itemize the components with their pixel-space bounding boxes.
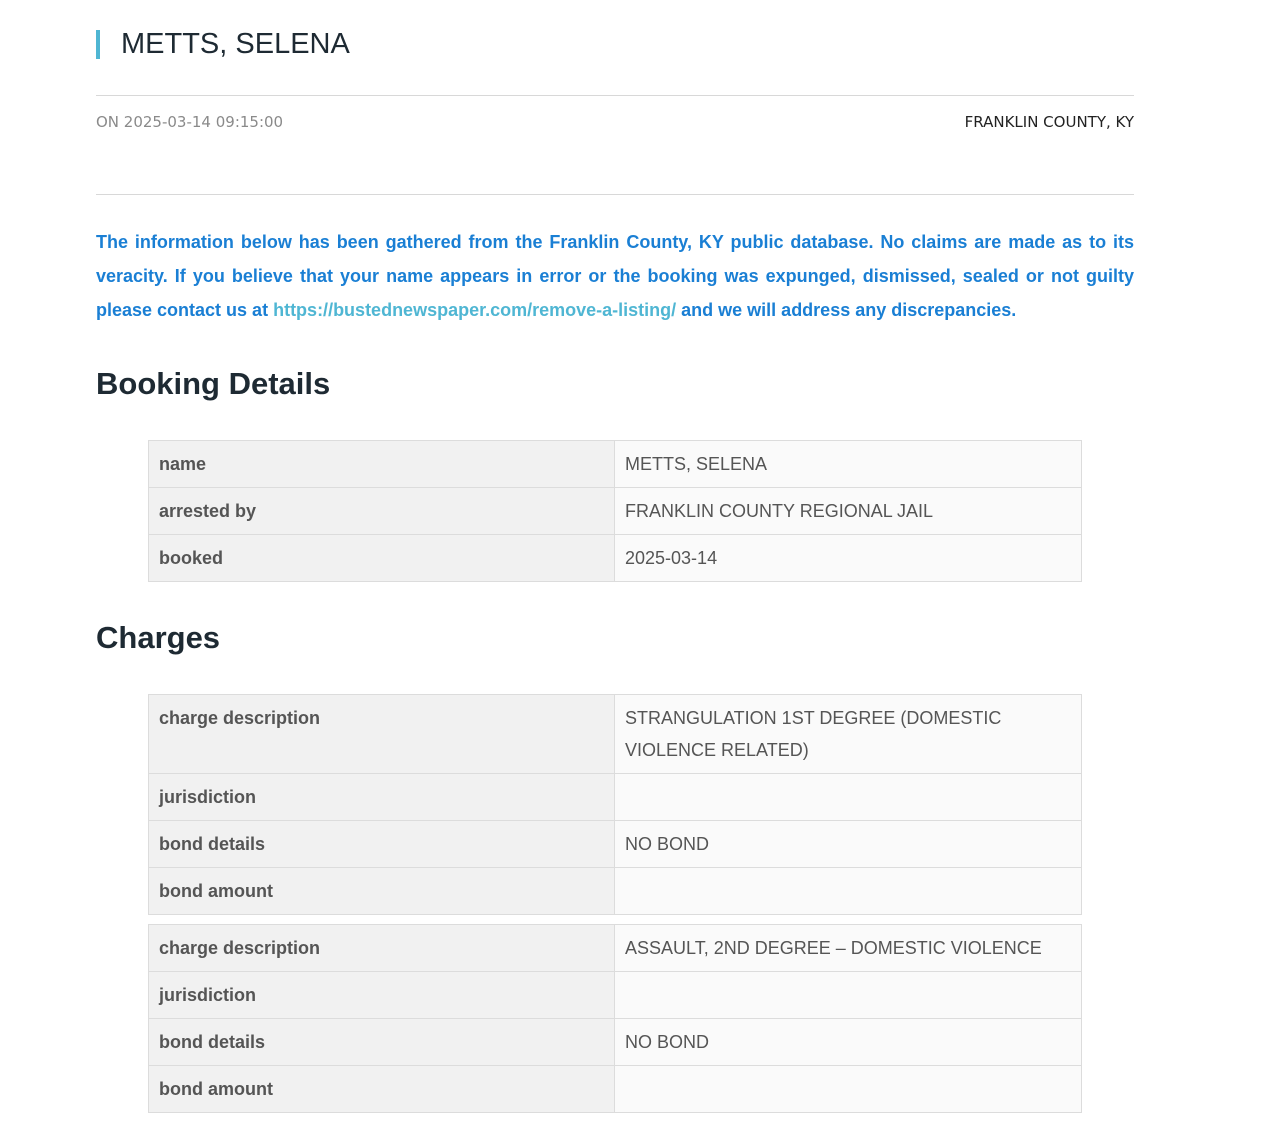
table-row bbox=[149, 1066, 1082, 1113]
disclaimer-notice bbox=[96, 225, 1134, 327]
title-block bbox=[96, 30, 350, 59]
row-label: jurisdiction bbox=[149, 774, 615, 821]
row-value bbox=[615, 972, 1082, 1019]
row-value bbox=[615, 774, 1082, 821]
row-value: NO BOND bbox=[615, 1019, 1082, 1066]
row-label: name bbox=[149, 441, 615, 488]
divider-bottom bbox=[96, 194, 1134, 195]
row-label: charge description bbox=[149, 695, 615, 774]
row-label: bond amount bbox=[149, 1066, 615, 1113]
row-label: jurisdiction bbox=[149, 972, 615, 1019]
charges-heading: Charges bbox=[96, 620, 221, 655]
table-row bbox=[149, 774, 1082, 821]
table-row bbox=[149, 488, 1082, 535]
row-label: booked bbox=[149, 535, 615, 582]
booking-details-heading: Booking Details bbox=[96, 366, 331, 401]
charge-table-1 bbox=[148, 694, 1082, 915]
row-label: bond details bbox=[149, 821, 615, 868]
page-title: METTS, SELENA bbox=[121, 28, 350, 60]
table-row bbox=[149, 441, 1082, 488]
booking-timestamp: ON 2025-03-14 09:15:00 bbox=[96, 113, 284, 131]
table-row bbox=[149, 821, 1082, 868]
row-label: arrested by bbox=[149, 488, 615, 535]
remove-listing-link[interactable]: https://bustednewspaper.com/remove-a-listing/ bbox=[273, 300, 677, 320]
row-value bbox=[615, 868, 1082, 915]
disclaimer-text-end: and we will address any discrepancies. bbox=[676, 300, 1017, 320]
row-label: bond details bbox=[149, 1019, 615, 1066]
table-row bbox=[149, 535, 1082, 582]
row-value: 2025-03-14 bbox=[615, 535, 1082, 582]
table-row bbox=[149, 972, 1082, 1019]
row-value bbox=[615, 1066, 1082, 1113]
table-row bbox=[149, 868, 1082, 915]
row-value: NO BOND bbox=[615, 821, 1082, 868]
row-label: bond amount bbox=[149, 868, 615, 915]
booking-details-table bbox=[148, 440, 1082, 582]
charge-table-2 bbox=[148, 924, 1082, 1113]
row-value: ASSAULT, 2ND DEGREE – DOMESTIC VIOLENCE bbox=[615, 925, 1082, 972]
row-label: charge description bbox=[149, 925, 615, 972]
divider-top bbox=[96, 95, 1134, 96]
row-value: METTS, SELENA bbox=[615, 441, 1082, 488]
row-value: STRANGULATION 1ST DEGREE (DOMESTIC VIOLENCE RELATED) bbox=[615, 695, 1082, 774]
table-row bbox=[149, 1019, 1082, 1066]
table-row bbox=[149, 695, 1082, 774]
disclaimer-text-start: The information below has been gathered from the Franklin County, KY public database. No claims are made as to its veracity. If you believe that your name appears in error or the booking was expunged, dismissed, sealed or not guilty please contact us at bbox=[96, 232, 1134, 320]
row-value: FRANKLIN COUNTY REGIONAL JAIL bbox=[615, 488, 1082, 535]
table-row bbox=[149, 925, 1082, 972]
county-location: FRANKLIN COUNTY, KY bbox=[964, 113, 1134, 131]
